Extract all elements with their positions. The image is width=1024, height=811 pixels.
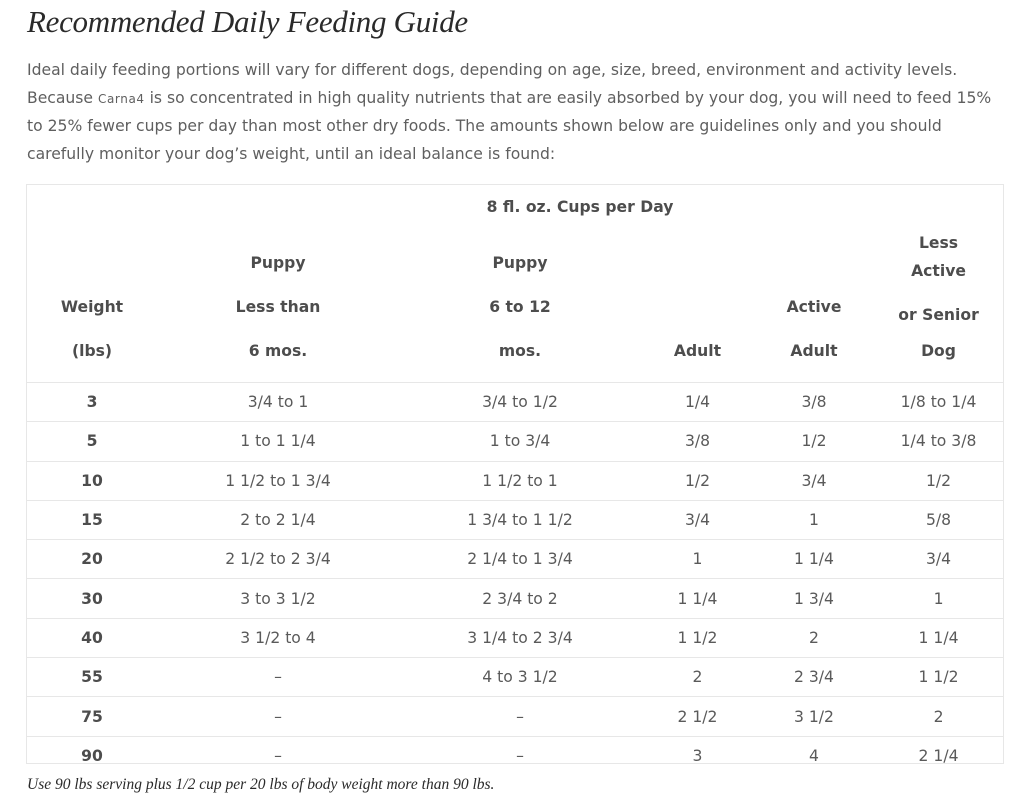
table-cell: 4 to 3 1/2 <box>399 658 641 697</box>
table-cell: 3 to 3 1/2 <box>157 579 399 618</box>
table-cell: 3/4 <box>874 540 1003 579</box>
table-cell: 3 <box>641 736 754 775</box>
table-cell: 3/8 <box>754 383 874 422</box>
table-cell: 3/8 <box>641 422 754 461</box>
col-header-active-adult <box>754 229 874 383</box>
intro-text-part1: Ideal daily feeding portions will vary for different dogs, depending on age, size, breed, environment and activity levels. Because <box>27 61 958 107</box>
table-cell: 4 <box>754 736 874 775</box>
table-cell: – <box>157 736 399 775</box>
table-cell: 3/4 <box>754 461 874 500</box>
header-line: Puppy <box>492 254 548 272</box>
table-cell: 1/4 to 3/8 <box>874 422 1003 461</box>
table-cell: – <box>157 697 399 736</box>
weight-cell: 5 <box>27 422 157 461</box>
weight-cell: 15 <box>27 500 157 539</box>
table-cell: 2 <box>641 658 754 697</box>
super-header-cups-per-day: 8 fl. oz. Cups per Day <box>486 198 674 216</box>
table-cell: 1 <box>874 579 1003 618</box>
table-row <box>27 618 1003 657</box>
weight-cell: 90 <box>27 736 157 775</box>
table-row <box>27 658 1003 697</box>
col-header-adult <box>641 229 754 383</box>
col-header-puppy-6-to-12 <box>399 229 641 383</box>
col-header-weight <box>27 229 157 383</box>
brand-name: Carna4 <box>97 91 145 106</box>
header-line: or Senior <box>898 306 979 324</box>
weight-cell: 20 <box>27 540 157 579</box>
header-line: mos. <box>498 342 542 360</box>
table-row <box>27 736 1003 775</box>
super-header-row <box>27 185 1003 229</box>
weight-cell: 55 <box>27 658 157 697</box>
feeding-guide-table <box>27 185 1003 775</box>
table-cell: 2 1/2 <box>641 697 754 736</box>
weight-cell: 75 <box>27 697 157 736</box>
table-cell: 1/2 <box>641 461 754 500</box>
table-cell: 3/4 to 1/2 <box>399 383 641 422</box>
table-cell: 1/4 <box>641 383 754 422</box>
header-line: Adult <box>790 342 838 360</box>
header-gap <box>874 285 1003 301</box>
header-line: Active <box>911 262 966 280</box>
table-cell: 2 3/4 <box>754 658 874 697</box>
header-line: Weight <box>60 298 124 316</box>
table-row <box>27 422 1003 461</box>
header-line: Less than <box>235 298 321 316</box>
col-header-puppy-under-6 <box>157 229 399 383</box>
footnote: Use 90 lbs serving plus 1/2 cup per 20 lbs of body weight more than 90 lbs. <box>27 776 495 793</box>
header-line: Dog <box>921 342 956 360</box>
table-cell: 3/4 to 1 <box>157 383 399 422</box>
table-cell: 1/2 <box>754 422 874 461</box>
table-cell: 3 1/2 <box>754 697 874 736</box>
table-cell: – <box>399 736 641 775</box>
header-line: Active <box>786 298 842 316</box>
table-cell: 2 to 2 1/4 <box>157 500 399 539</box>
table-cell: – <box>157 658 399 697</box>
table-cell: 1 1/4 <box>754 540 874 579</box>
super-header-spacer <box>27 185 157 229</box>
table-cell: 1 1/4 <box>641 579 754 618</box>
table-row <box>27 540 1003 579</box>
intro-text-part2: is so concentrated in high quality nutrients that are easily absorbed by your dog, you will need to feed 15% to 25% fewer cups per day than most other dry foods. The amounts shown below are guidelines only and you should carefully monitor your dog’s weight, until an ideal balance is found: <box>27 88 992 164</box>
table-cell: 1 <box>754 500 874 539</box>
header-line: Less <box>918 234 959 252</box>
table-cell: 2 <box>754 618 874 657</box>
intro-paragraph <box>27 57 1002 169</box>
header-line: 6 mos. <box>248 342 308 360</box>
table-cell: 1 to 1 1/4 <box>157 422 399 461</box>
weight-cell: 30 <box>27 579 157 618</box>
table-cell: 2 1/4 <box>874 736 1003 775</box>
table-cell: 1 1/2 <box>874 658 1003 697</box>
table-row <box>27 383 1003 422</box>
weight-cell: 10 <box>27 461 157 500</box>
table-cell: 1 <box>641 540 754 579</box>
table-cell: 1/8 to 1/4 <box>874 383 1003 422</box>
page-title: Recommended Daily Feeding Guide <box>27 4 468 39</box>
table-row <box>27 697 1003 736</box>
table-cell: 3 1/4 to 2 3/4 <box>399 618 641 657</box>
table-cell: 3 1/2 to 4 <box>157 618 399 657</box>
table-cell: 2 1/4 to 1 3/4 <box>399 540 641 579</box>
table-row <box>27 500 1003 539</box>
table-cell: 1 1/2 to 1 3/4 <box>157 461 399 500</box>
column-header-row <box>27 229 1003 383</box>
table-cell: 1 3/4 to 1 1/2 <box>399 500 641 539</box>
feeding-table-body <box>27 383 1003 775</box>
weight-cell: 40 <box>27 618 157 657</box>
table-cell: 2 <box>874 697 1003 736</box>
header-line: 6 to 12 <box>489 298 551 316</box>
table-cell: 2 3/4 to 2 <box>399 579 641 618</box>
header-line: Puppy <box>250 254 306 272</box>
col-header-less-active-senior <box>874 229 1003 383</box>
header-line: (lbs) <box>71 342 113 360</box>
table-row <box>27 579 1003 618</box>
table-cell: 5/8 <box>874 500 1003 539</box>
table-cell: 1 3/4 <box>754 579 874 618</box>
table-row <box>27 461 1003 500</box>
table-cell: 1 to 3/4 <box>399 422 641 461</box>
table-cell: 1/2 <box>874 461 1003 500</box>
table-cell: – <box>399 697 641 736</box>
feeding-table-container <box>26 184 1004 764</box>
table-cell: 1 1/2 <box>641 618 754 657</box>
table-cell: 1 1/4 <box>874 618 1003 657</box>
table-cell: 2 1/2 to 2 3/4 <box>157 540 399 579</box>
table-cell: 3/4 <box>641 500 754 539</box>
header-line: Adult <box>673 342 722 360</box>
table-cell: 1 1/2 to 1 <box>399 461 641 500</box>
weight-cell: 3 <box>27 383 157 422</box>
